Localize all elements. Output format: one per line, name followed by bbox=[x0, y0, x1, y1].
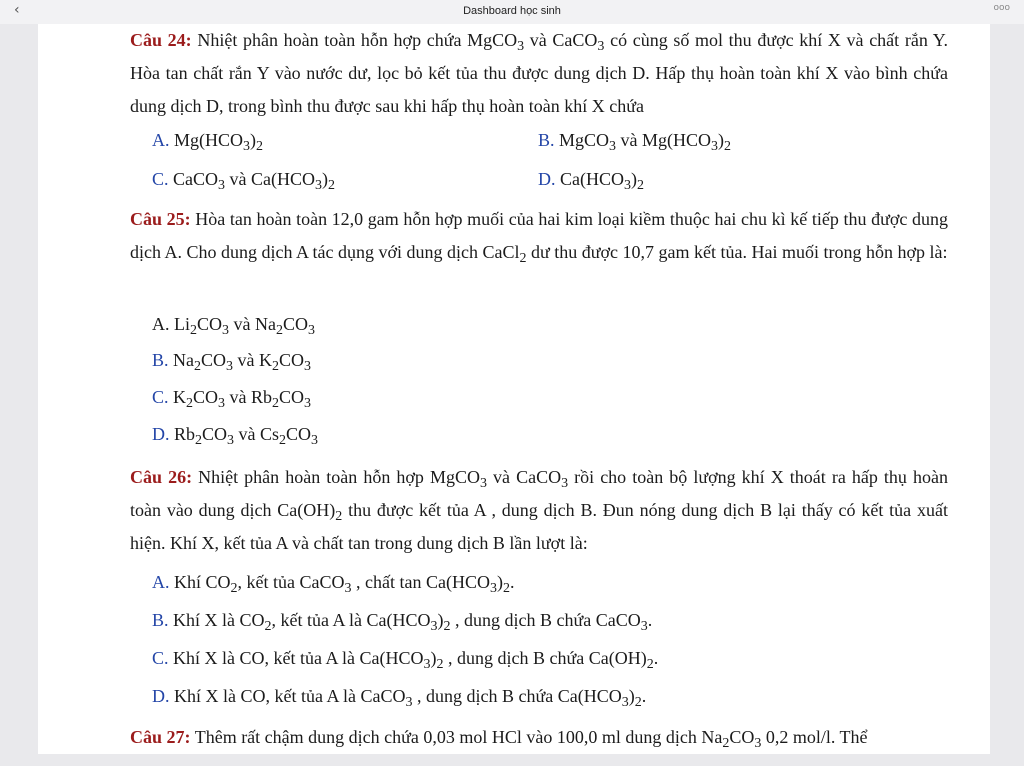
option-text: CaCO$_3$ và $Ca(HCO_3)_2$ bbox=[173, 169, 335, 193]
question-24 bbox=[130, 24, 948, 123]
option-letter: B. bbox=[152, 350, 169, 370]
q25-option-c[interactable] bbox=[152, 385, 311, 409]
q25-option-d[interactable] bbox=[152, 422, 318, 446]
option-text: $Li_2CO_3$ và $Na_2CO_3$ bbox=[174, 314, 316, 338]
back-icon[interactable]: ‹ bbox=[14, 2, 20, 18]
q24-option-c[interactable] bbox=[152, 167, 335, 191]
q26-option-c[interactable] bbox=[152, 646, 658, 670]
option-letter: D. bbox=[152, 424, 170, 444]
option-letter: A. bbox=[152, 130, 170, 150]
option-letter: B. bbox=[538, 130, 555, 150]
option-text: $Ca(HCO_3)_2$ bbox=[560, 169, 644, 193]
question-26 bbox=[130, 461, 948, 560]
option-letter: A. bbox=[152, 314, 170, 334]
option-text: $Mg(HCO_3)_2$ bbox=[174, 130, 264, 154]
option-text: $K_2CO_3$ và $Rb_2CO_3$ bbox=[173, 387, 312, 411]
question-number: Câu 25: bbox=[130, 209, 191, 229]
q24-option-d[interactable] bbox=[538, 167, 644, 191]
app-title: Dashboard học sinh bbox=[463, 5, 561, 17]
option-letter: C. bbox=[152, 169, 169, 189]
option-letter: B. bbox=[152, 610, 169, 630]
option-text: $Na_2CO_3$ và $K_2CO_3$ bbox=[173, 350, 312, 374]
title-bar bbox=[0, 0, 1024, 24]
option-text: $Rb_2CO_3$ và $Cs_2CO_3$ bbox=[174, 424, 319, 448]
q24-option-b[interactable] bbox=[538, 128, 731, 152]
question-text: Nhiệt phân hoàn toàn hỗn hợp chứa MgCO$_3$ và CaCO$_3$ có cùng số mol thu được khí X và chất rắn Y. Hòa tan chất rắn Y vào nước dư, lọc bỏ kết tủa thu được dung dịch D. Hấp thụ hoàn toàn khí X vào bình chứa dung dịch D, trong bình thu được sau khi hấp thụ hoàn toàn khí X chứa bbox=[130, 30, 948, 116]
question-25 bbox=[130, 203, 948, 269]
option-text: Khí X là CO, kết tủa A là $Ca(HCO_3)_2$ , dung dịch B chứa $Ca(OH)_2$. bbox=[173, 648, 659, 672]
option-letter: D. bbox=[538, 169, 556, 189]
question-text: Thêm rất chậm dung dịch chứa 0,03 mol HCl vào 100,0 ml dung dịch $Na_2CO_3$ 0,2 mol/l. Thể bbox=[194, 727, 868, 751]
q26-option-d[interactable] bbox=[152, 684, 646, 708]
q25-option-b[interactable] bbox=[152, 348, 311, 372]
question-text: Hòa tan hoàn toàn 12,0 gam hỗn hợp muối của hai kim loại kiềm thuộc hai chu kì kế tiếp thu được dung dịch A. Cho dung dịch A tác dụng với dung dịch CaCl$_2$ dư thu được 10,7 gam kết tủa. Hai muối trong hỗn hợp là: bbox=[130, 209, 948, 266]
q25-option-a[interactable] bbox=[152, 312, 315, 336]
option-text: MgCO$_3$ và $Mg(HCO_3)_2$ bbox=[559, 130, 732, 154]
q26-option-b[interactable] bbox=[152, 608, 652, 632]
q26-option-a[interactable] bbox=[152, 570, 514, 594]
option-text: Khí X là CO, kết tủa A là CaCO$_3$ , dung dịch B chứa $Ca(HCO_3)_2$. bbox=[174, 686, 647, 710]
option-letter: A. bbox=[152, 572, 170, 592]
option-text: Khí $CO_2$, kết tủa CaCO$_3$ , chất $\tan Ca(HCO_3)_2$. bbox=[174, 572, 515, 596]
more-options-icon[interactable]: ooo bbox=[993, 3, 1010, 13]
option-letter: C. bbox=[152, 387, 169, 407]
question-number: Câu 27: bbox=[130, 727, 191, 747]
option-letter: C. bbox=[152, 648, 169, 668]
option-text: Khí X là $CO_2$, kết tủa A là $Ca(HCO_3)_2$ , dung dịch B chứa CaCO$_3$. bbox=[173, 610, 653, 634]
q24-option-a[interactable] bbox=[152, 128, 263, 152]
question-text: Nhiệt phân hoàn toàn hỗn hợp MgCO$_3$ và CaCO$_3$ rồi cho toàn bộ lượng khí X thoát ra hấp thụ hoàn toàn vào dung dịch $Ca(OH)_2$ thu được kết tủa A , dung dịch B. Đun nóng dung dịch B lại thấy có kết tủa xuất hiện. Khí X, kết tủa A và chất tan trong dung dịch B lần lượt là: bbox=[130, 467, 948, 553]
question-number: Câu 24: bbox=[130, 30, 192, 50]
question-27 bbox=[130, 721, 948, 754]
question-number: Câu 26: bbox=[130, 467, 193, 487]
option-letter: D. bbox=[152, 686, 170, 706]
document-page bbox=[38, 24, 990, 754]
